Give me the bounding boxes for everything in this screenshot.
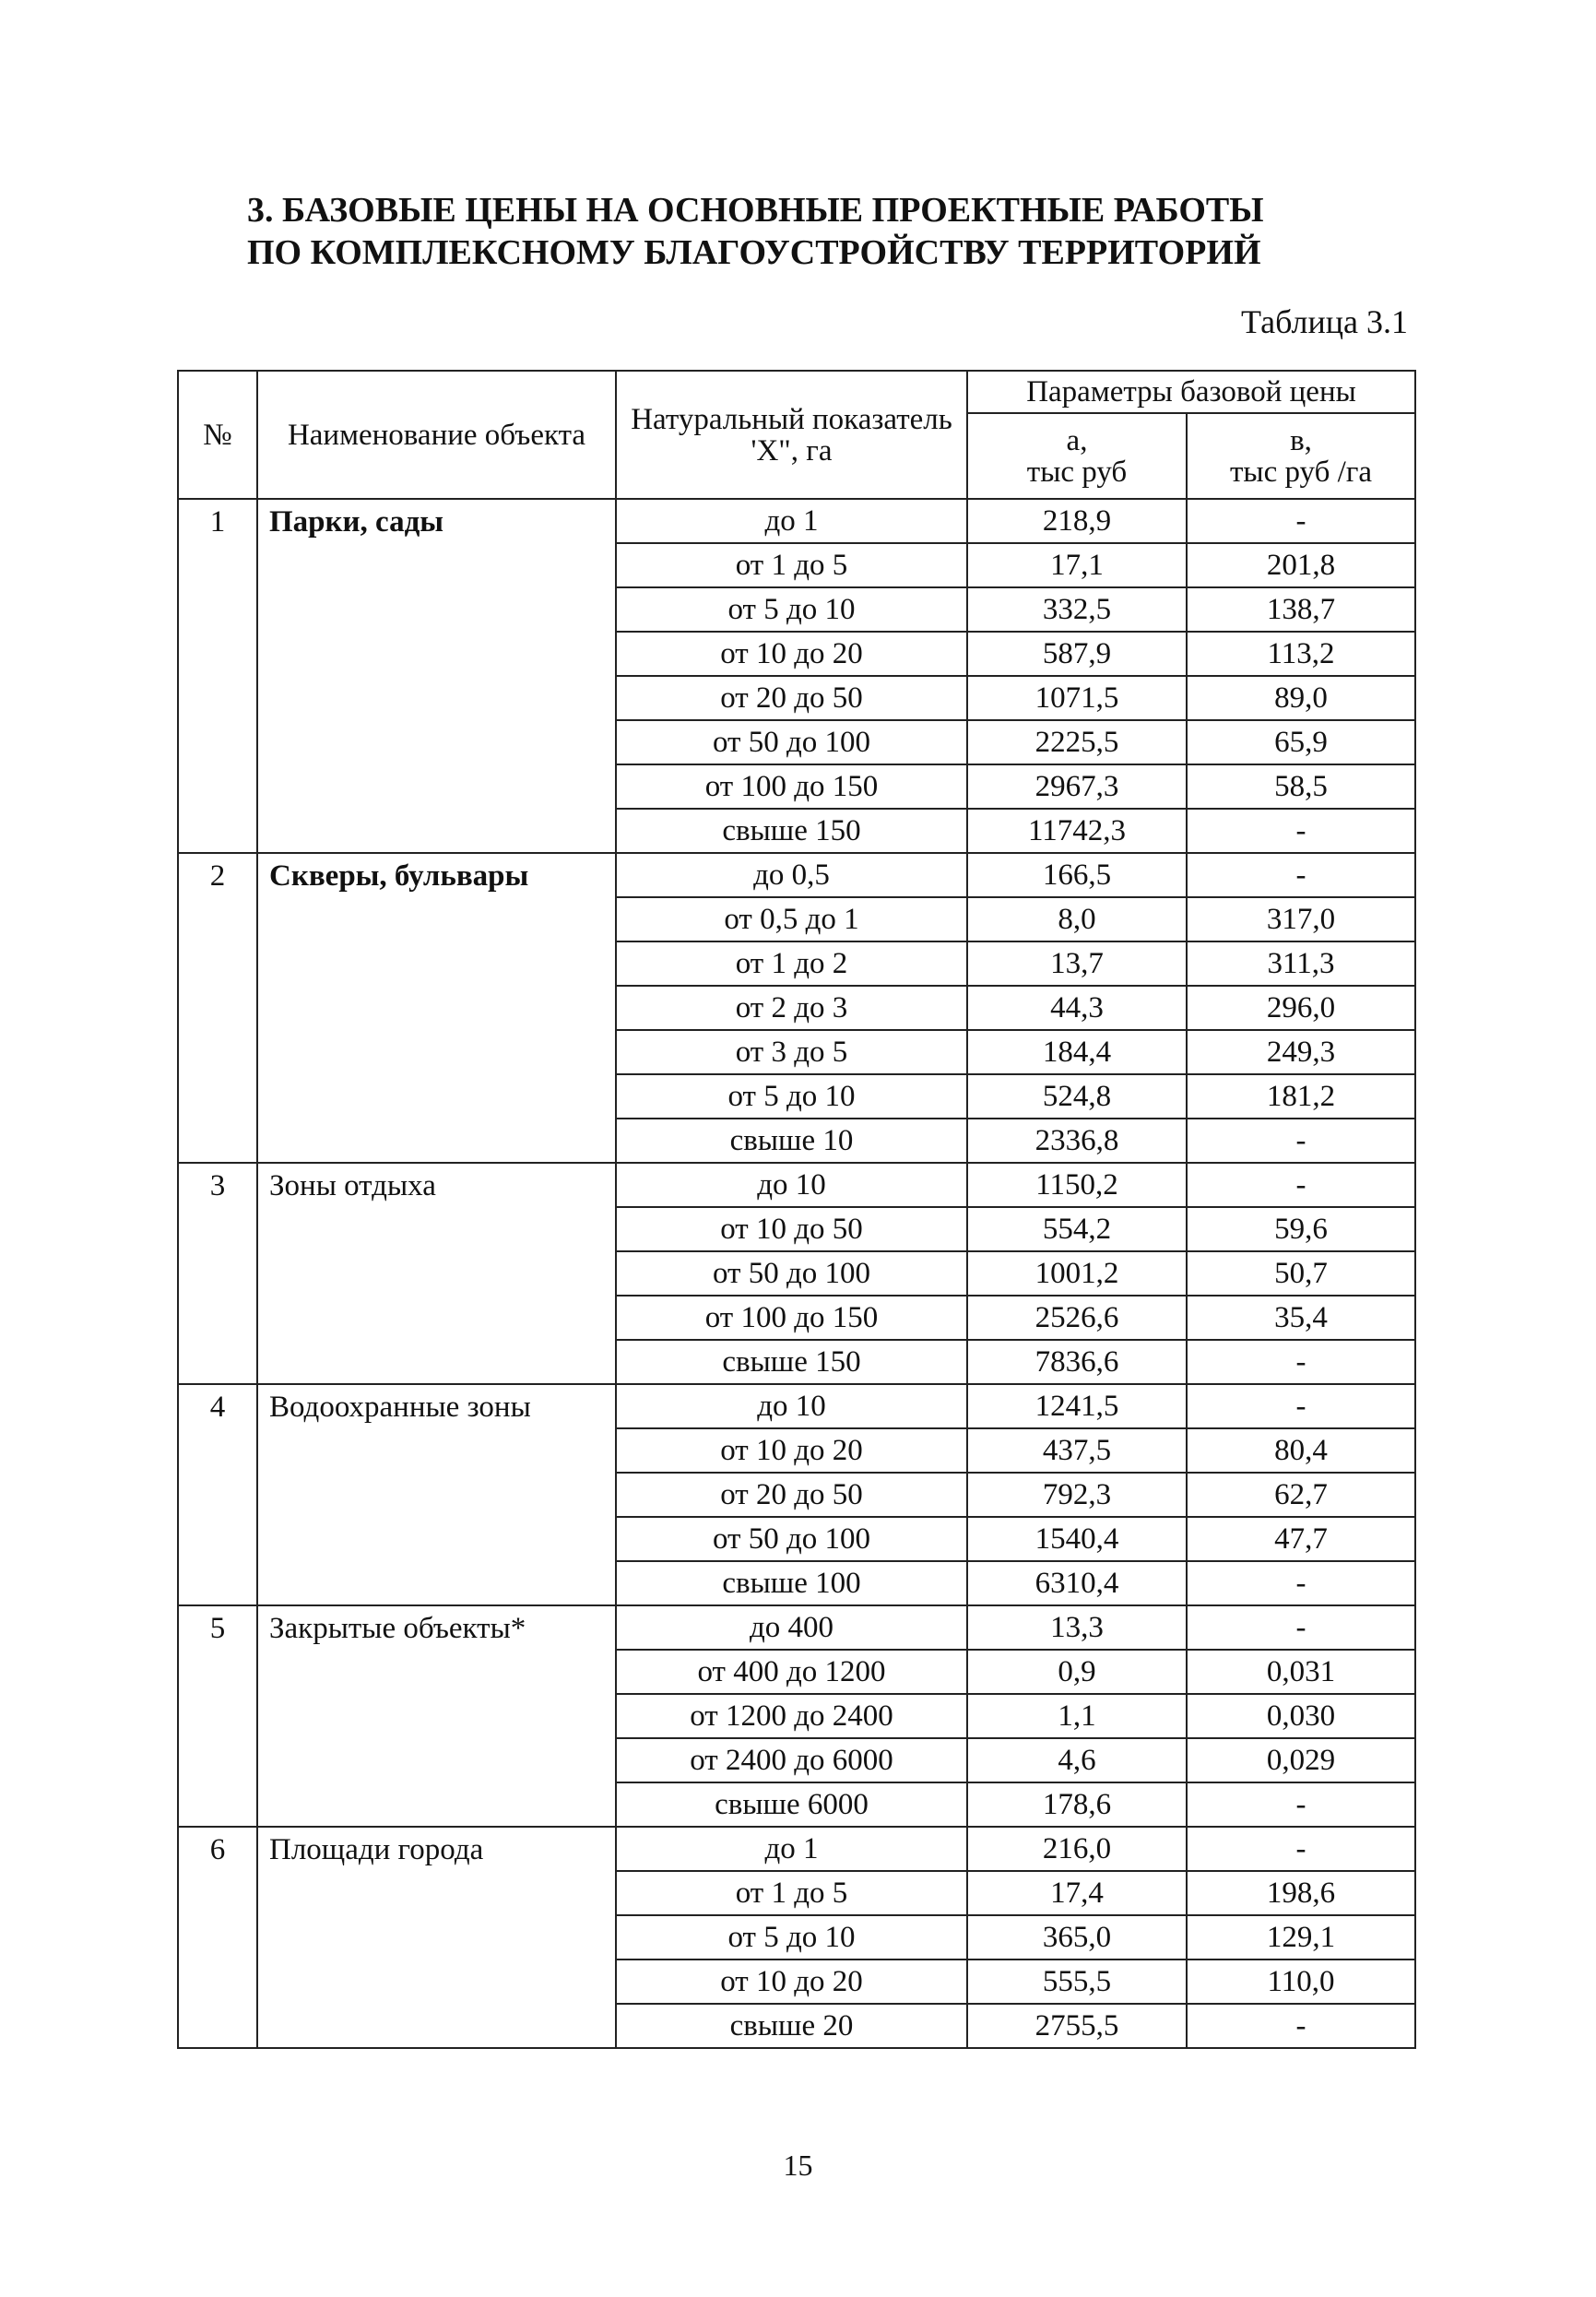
indicator-range: от 3 до 5 [616, 1030, 967, 1074]
param-b-value: - [1187, 1605, 1415, 1650]
indicator-range: свыше 20 [616, 2004, 967, 2048]
param-b-value: 50,7 [1187, 1251, 1415, 1296]
indicator-range: свыше 6000 [616, 1782, 967, 1827]
indicator-range: от 1200 до 2400 [616, 1694, 967, 1738]
indicator-range: свыше 10 [616, 1119, 967, 1163]
param-b-value: 181,2 [1187, 1074, 1415, 1119]
indicator-range: от 2 до 3 [616, 986, 967, 1030]
param-a-value: 178,6 [967, 1782, 1187, 1827]
header-indicator: Натуральный показатель 'X", га [616, 371, 967, 499]
param-a-value: 1071,5 [967, 676, 1187, 720]
param-a-value: 44,3 [967, 986, 1187, 1030]
param-b-value: 47,7 [1187, 1517, 1415, 1561]
indicator-range: от 1 до 5 [616, 1871, 967, 1915]
indicator-range: от 400 до 1200 [616, 1650, 967, 1694]
param-a-value: 166,5 [967, 853, 1187, 897]
param-a-value: 13,3 [967, 1605, 1187, 1650]
param-a-value: 332,5 [967, 587, 1187, 632]
param-b-value: 138,7 [1187, 587, 1415, 632]
param-a-value: 587,9 [967, 632, 1187, 676]
param-b-value: 35,4 [1187, 1296, 1415, 1340]
param-b-value: 129,1 [1187, 1915, 1415, 1960]
indicator-range: до 1 [616, 1827, 967, 1871]
object-name: Скверы, бульвары [257, 853, 616, 1163]
indicator-range: от 10 до 50 [616, 1207, 967, 1251]
param-a-value: 218,9 [967, 499, 1187, 543]
param-b-value: 249,3 [1187, 1030, 1415, 1074]
header-b-unit: тыс руб /га [1229, 455, 1372, 489]
param-b-value: - [1187, 809, 1415, 853]
object-name: Закрытые объекты* [257, 1605, 616, 1827]
param-b-value: - [1187, 1340, 1415, 1384]
param-b-value: - [1187, 1384, 1415, 1428]
header-a-unit: тыс руб [1026, 455, 1128, 489]
indicator-range: до 0,5 [616, 853, 967, 897]
param-a-value: 792,3 [967, 1473, 1187, 1517]
param-b-value: 0,031 [1187, 1650, 1415, 1694]
param-b-value: 198,6 [1187, 1871, 1415, 1915]
param-b-value: 317,0 [1187, 897, 1415, 941]
title-line-1: 3. БАЗОВЫЕ ЦЕНЫ НА ОСНОВНЫЕ ПРОЕКТНЫЕ РАБОТЫ [247, 191, 1264, 230]
object-number: 1 [178, 499, 257, 853]
param-b-value: - [1187, 499, 1415, 543]
param-b-value: 113,2 [1187, 632, 1415, 676]
indicator-range: от 0,5 до 1 [616, 897, 967, 941]
indicator-range: от 20 до 50 [616, 1473, 967, 1517]
param-a-value: 17,4 [967, 1871, 1187, 1915]
param-b-value: - [1187, 2004, 1415, 2048]
param-a-value: 365,0 [967, 1915, 1187, 1960]
param-b-value: 80,4 [1187, 1428, 1415, 1473]
param-b-value: 201,8 [1187, 543, 1415, 587]
param-a-value: 2755,5 [967, 2004, 1187, 2048]
param-b-value: 311,3 [1187, 941, 1415, 986]
indicator-range: до 10 [616, 1163, 967, 1207]
param-b-value: 296,0 [1187, 986, 1415, 1030]
object-name: Зоны отдыха [257, 1163, 616, 1384]
param-b-value: 58,5 [1187, 764, 1415, 809]
param-a-value: 6310,4 [967, 1561, 1187, 1605]
param-a-value: 1001,2 [967, 1251, 1187, 1296]
param-a-value: 555,5 [967, 1960, 1187, 2004]
table-row [178, 1605, 1415, 1650]
indicator-range: от 2400 до 6000 [616, 1738, 967, 1782]
param-a-value: 216,0 [967, 1827, 1187, 1871]
object-number: 3 [178, 1163, 257, 1384]
param-a-value: 2967,3 [967, 764, 1187, 809]
title-line-2: ПО КОМПЛЕКСНОМУ БЛАГОУСТРОЙСТВУ ТЕРРИТОРИЙ [247, 233, 1261, 272]
param-a-value: 1241,5 [967, 1384, 1187, 1428]
object-name: Площади города [257, 1827, 616, 2048]
indicator-range: от 100 до 150 [616, 764, 967, 809]
page-title [247, 189, 1354, 274]
indicator-range: от 5 до 10 [616, 587, 967, 632]
param-a-value: 11742,3 [967, 809, 1187, 853]
indicator-range: от 1 до 2 [616, 941, 967, 986]
indicator-range: от 50 до 100 [616, 720, 967, 764]
param-b-value: 110,0 [1187, 1960, 1415, 2004]
param-a-value: 184,4 [967, 1030, 1187, 1074]
param-a-value: 554,2 [967, 1207, 1187, 1251]
param-a-value: 0,9 [967, 1650, 1187, 1694]
table-caption: Таблица 3.1 [1241, 303, 1408, 340]
param-a-value: 1150,2 [967, 1163, 1187, 1207]
header-a-label: а, [1066, 423, 1088, 457]
param-a-value: 1540,4 [967, 1517, 1187, 1561]
indicator-range: от 5 до 10 [616, 1915, 967, 1960]
object-number: 6 [178, 1827, 257, 2048]
indicator-range: от 50 до 100 [616, 1517, 967, 1561]
param-a-value: 437,5 [967, 1428, 1187, 1473]
header-b-label: в, [1290, 423, 1312, 457]
param-a-value: 1,1 [967, 1694, 1187, 1738]
param-a-value: 13,7 [967, 941, 1187, 986]
param-b-value: - [1187, 1827, 1415, 1871]
indicator-range: от 10 до 20 [616, 1428, 967, 1473]
table-row [178, 853, 1415, 897]
param-b-value: 0,030 [1187, 1694, 1415, 1738]
indicator-range: от 50 до 100 [616, 1251, 967, 1296]
param-a-value: 2225,5 [967, 720, 1187, 764]
indicator-range: от 5 до 10 [616, 1074, 967, 1119]
object-name: Парки, сады [257, 499, 616, 853]
param-a-value: 2336,8 [967, 1119, 1187, 1163]
header-params: Параметры базовой цены [967, 371, 1415, 413]
indicator-range: от 1 до 5 [616, 543, 967, 587]
object-number: 5 [178, 1605, 257, 1827]
indicator-range: до 1 [616, 499, 967, 543]
indicator-range: свыше 150 [616, 809, 967, 853]
param-a-value: 2526,6 [967, 1296, 1187, 1340]
param-a-value: 7836,6 [967, 1340, 1187, 1384]
header-name: Наименование объекта [257, 371, 616, 499]
table-row [178, 1827, 1415, 1871]
param-b-value: - [1187, 1119, 1415, 1163]
indicator-range: до 400 [616, 1605, 967, 1650]
object-number: 2 [178, 853, 257, 1163]
table-row [178, 1384, 1415, 1428]
param-b-value: 89,0 [1187, 676, 1415, 720]
param-b-value: - [1187, 853, 1415, 897]
indicator-range: до 10 [616, 1384, 967, 1428]
param-a-value: 4,6 [967, 1738, 1187, 1782]
param-b-value: 0,029 [1187, 1738, 1415, 1782]
param-b-value: - [1187, 1163, 1415, 1207]
indicator-range: свыше 150 [616, 1340, 967, 1384]
param-b-value: 65,9 [1187, 720, 1415, 764]
header-a [967, 413, 1187, 499]
table-row [178, 1163, 1415, 1207]
indicator-range: от 20 до 50 [616, 676, 967, 720]
table-row [178, 499, 1415, 543]
indicator-range: от 10 до 20 [616, 632, 967, 676]
param-a-value: 8,0 [967, 897, 1187, 941]
table-body [178, 499, 1415, 2048]
param-b-value: - [1187, 1782, 1415, 1827]
param-b-value: - [1187, 1561, 1415, 1605]
base-price-table [177, 370, 1416, 2049]
indicator-range: свыше 100 [616, 1561, 967, 1605]
param-a-value: 524,8 [967, 1074, 1187, 1119]
object-name: Водоохранные зоны [257, 1384, 616, 1605]
object-number: 4 [178, 1384, 257, 1605]
page-number: 15 [783, 2149, 813, 2182]
param-b-value: 62,7 [1187, 1473, 1415, 1517]
header-b [1187, 413, 1415, 499]
indicator-range: от 10 до 20 [616, 1960, 967, 2004]
param-b-value: 59,6 [1187, 1207, 1415, 1251]
param-a-value: 17,1 [967, 543, 1187, 587]
header-num: № [178, 371, 257, 499]
indicator-range: от 100 до 150 [616, 1296, 967, 1340]
